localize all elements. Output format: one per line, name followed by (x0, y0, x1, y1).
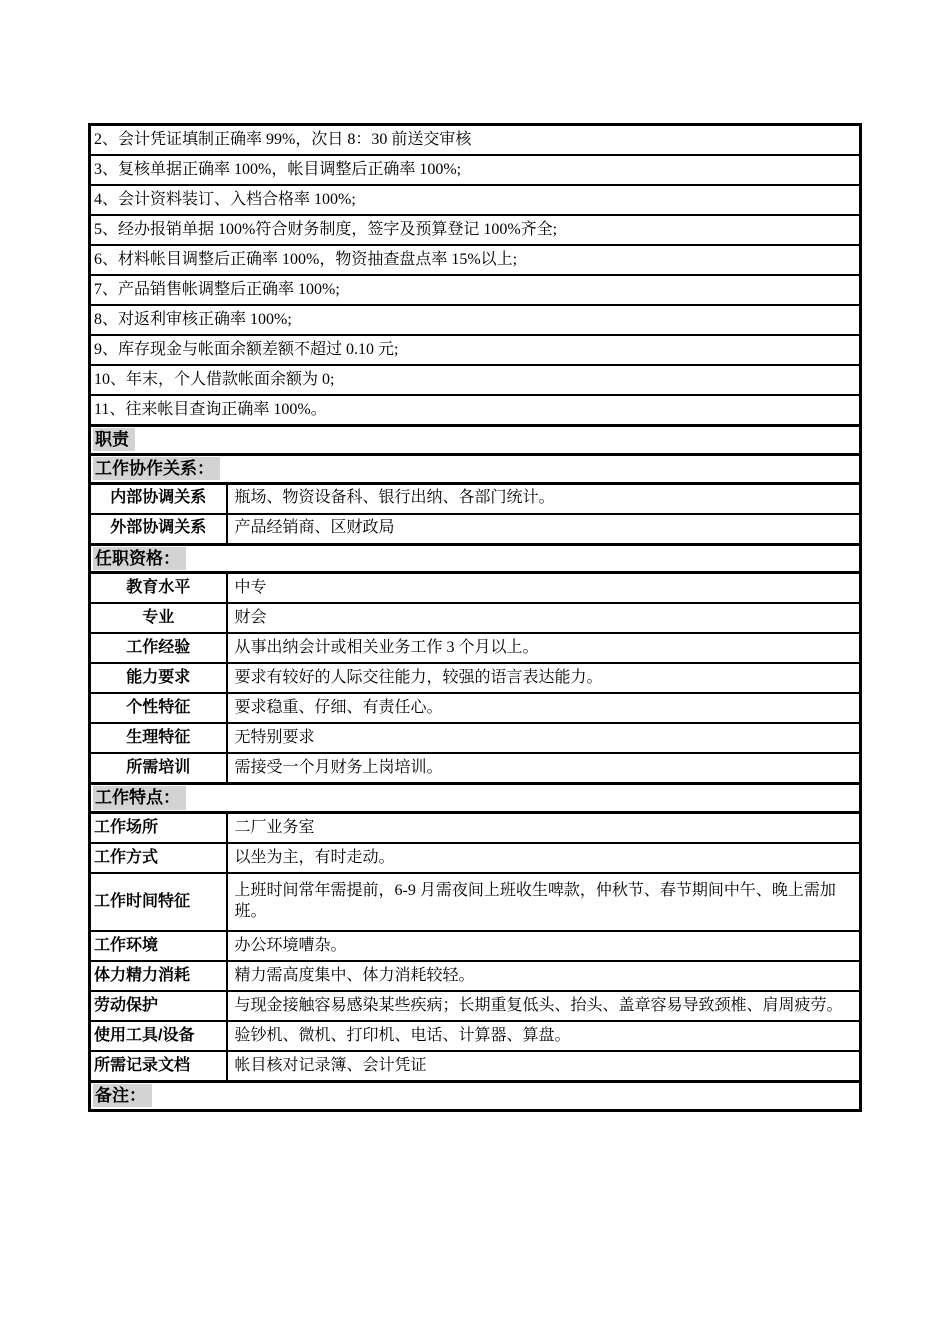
table-row (90, 365, 861, 395)
table-row (90, 1021, 861, 1051)
numbered-item: 11、往来帐目查询正确率 100%。 (90, 395, 861, 426)
row-value: 验钞机、微机、打印机、电话、计算器、算盘。 (227, 1021, 861, 1051)
section-header-collaboration (90, 454, 861, 483)
row-value: 产品经销商、区财政局 (227, 514, 861, 545)
row-label-required-documents: 所需记录文档 (90, 1051, 227, 1082)
table-row (90, 633, 861, 663)
row-label-ability: 能力要求 (90, 663, 227, 693)
row-label-major: 专业 (90, 603, 227, 633)
row-label-physical: 生理特征 (90, 723, 227, 753)
row-label-training: 所需培训 (90, 753, 227, 784)
numbered-item: 5、经办报销单据 100%符合财务制度，签字及预算登记 100%齐全; (90, 215, 861, 245)
row-value: 办公环境嘈杂。 (227, 931, 861, 961)
row-value: 上班时间常年需提前，6-9 月需夜间上班收生啤款，仲秋节、春节期间中午、晚上需加班。 (227, 873, 861, 931)
row-label-work-mode: 工作方式 (90, 843, 227, 873)
table-row (90, 723, 861, 753)
row-value: 瓶场、物资设备科、银行出纳、各部门统计。 (227, 483, 861, 514)
table-row (90, 991, 861, 1021)
section-header-highlight: 工作协作关系： (93, 457, 220, 480)
table-row (90, 335, 861, 365)
table-row (90, 1082, 861, 1111)
table-row (90, 483, 861, 514)
table-row (90, 931, 861, 961)
table-row (90, 693, 861, 723)
row-value: 与现金接触容易感染某些疾病；长期重复低头、抬头、盖章容易导致颈椎、肩周疲劳。 (227, 991, 861, 1021)
section-header-qualifications (90, 544, 861, 573)
row-label-tools-equipment: 使用工具/设备 (90, 1021, 227, 1051)
row-value: 要求有较好的人际交往能力，较强的语言表达能力。 (227, 663, 861, 693)
row-label-external-coordination: 外部协调关系 (90, 514, 227, 545)
row-value: 帐目核对记录簿、会计凭证 (227, 1051, 861, 1082)
numbered-item: 4、会计资料装订、入档合格率 100%; (90, 185, 861, 215)
row-value: 要求稳重、仔细、有责任心。 (227, 693, 861, 723)
table-row (90, 1051, 861, 1082)
table-row (90, 275, 861, 305)
table-row (90, 395, 861, 426)
table-row (90, 245, 861, 275)
row-label-work-hours: 工作时间特征 (90, 873, 227, 931)
job-description-table (88, 123, 862, 1112)
table-row (90, 961, 861, 991)
row-label-workplace: 工作场所 (90, 813, 227, 844)
section-header-duties (90, 426, 861, 455)
numbered-item: 9、库存现金与帐面余额差额不超过 0.10 元; (90, 335, 861, 365)
table-row (90, 215, 861, 245)
table-row (90, 514, 861, 545)
row-value: 精力需高度集中、体力消耗较轻。 (227, 961, 861, 991)
table-row (90, 573, 861, 604)
row-value: 二厂业务室 (227, 813, 861, 844)
section-header-highlight: 职责 (93, 428, 135, 451)
row-label-experience: 工作经验 (90, 633, 227, 663)
section-header-highlight: 工作特点： (93, 786, 186, 809)
table-row (90, 185, 861, 215)
section-header-highlight: 备注： (93, 1084, 152, 1107)
table-row (90, 784, 861, 813)
numbered-item: 7、产品销售帐调整后正确率 100%; (90, 275, 861, 305)
table-row (90, 426, 861, 455)
row-value: 以坐为主，有时走动。 (227, 843, 861, 873)
table-row (90, 603, 861, 633)
row-value: 无特别要求 (227, 723, 861, 753)
numbered-item: 2、会计凭证填制正确率 99%，次日 8：30 前送交审核 (90, 125, 861, 156)
table-row (90, 843, 861, 873)
numbered-item: 3、复核单据正确率 100%，帐目调整后正确率 100%; (90, 155, 861, 185)
table-row (90, 305, 861, 335)
row-label-labor-protection: 劳动保护 (90, 991, 227, 1021)
table-row (90, 813, 861, 844)
table-row (90, 454, 861, 483)
section-header-remarks (90, 1082, 861, 1111)
row-value: 财会 (227, 603, 861, 633)
row-label-energy-consumption: 体力精力消耗 (90, 961, 227, 991)
numbered-item: 8、对返利审核正确率 100%; (90, 305, 861, 335)
numbered-item: 6、材料帐目调整后正确率 100%，物资抽查盘点率 15%以上; (90, 245, 861, 275)
row-label-work-environment: 工作环境 (90, 931, 227, 961)
row-value: 需接受一个月财务上岗培训。 (227, 753, 861, 784)
table-row (90, 753, 861, 784)
row-value: 从事出纳会计或相关业务工作 3 个月以上。 (227, 633, 861, 663)
table-row (90, 544, 861, 573)
section-header-work-characteristics (90, 784, 861, 813)
section-header-highlight: 任职资格： (93, 547, 186, 570)
row-label-personality: 个性特征 (90, 693, 227, 723)
row-value: 中专 (227, 573, 861, 604)
table-row (90, 663, 861, 693)
table-row (90, 155, 861, 185)
row-label-internal-coordination: 内部协调关系 (90, 483, 227, 514)
table-row (90, 125, 861, 156)
row-label-education: 教育水平 (90, 573, 227, 604)
numbered-item: 10、年末，个人借款帐面余额为 0; (90, 365, 861, 395)
table-row (90, 873, 861, 931)
